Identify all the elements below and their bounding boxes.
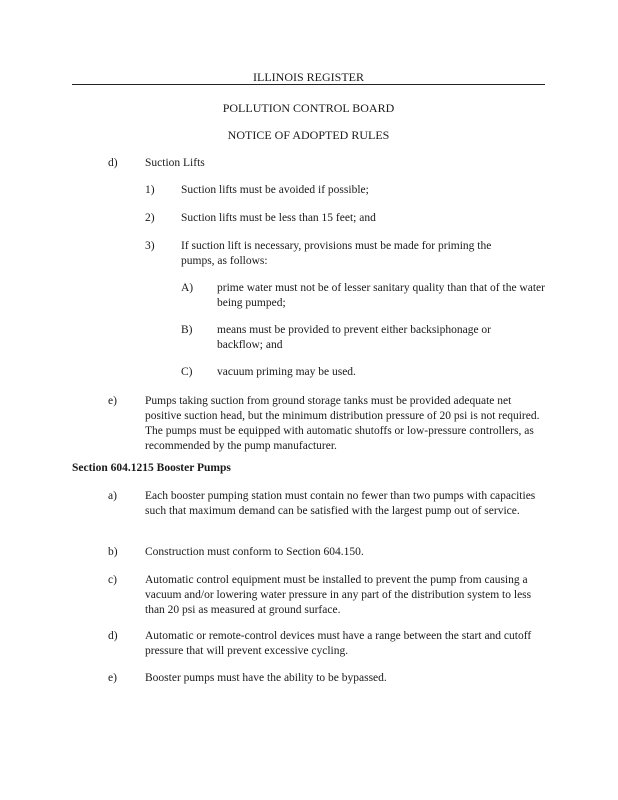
board-title: POLLUTION CONTROL BOARD: [222, 101, 395, 115]
priming-item-label: A): [181, 282, 194, 294]
booster-item-text: Each booster pumping station must contain no fewer than two pumps with capacities such that maximum demand can be satisfied with the largest pump out of service.: [145, 490, 536, 517]
suction-item-text: Suction lifts must be less than 15 feet; and: [181, 212, 376, 224]
booster-item-text: Construction must conform to Section 604.150.: [145, 546, 364, 558]
priming-item-text: vacuum priming may be used.: [217, 366, 356, 378]
priming-item-text: prime water must not be of lesser sanitary quality than that of the water being pumped;: [217, 282, 545, 309]
section-heading: Section 604.1215 Booster Pumps: [72, 462, 231, 474]
suction-item-text: If suction lift is necessary, provisions must be made for priming the pumps, as follows:: [181, 240, 492, 267]
booster-item-label: a): [108, 490, 117, 502]
header-rule: [72, 84, 545, 85]
booster-item-label: c): [108, 574, 117, 586]
item-d-label: d): [108, 157, 118, 169]
booster-item-text: Booster pumps must have the ability to be bypassed.: [145, 672, 387, 684]
booster-item-text: Automatic or remote-control devices must have a range between the start and cutoff pressure that will prevent excessive cycling.: [145, 630, 532, 657]
suction-item-label: 3): [145, 240, 155, 252]
register-title: ILLINOIS REGISTER: [253, 70, 364, 84]
notice-title: NOTICE OF ADOPTED RULES: [227, 128, 390, 142]
suction-item-text: Suction lifts must be avoided if possible;: [181, 184, 369, 196]
item-e-label: e): [108, 395, 117, 407]
item-d-title: Suction Lifts: [145, 157, 205, 169]
priming-item-label: B): [181, 324, 193, 336]
booster-item-label: e): [108, 672, 117, 684]
booster-item-label: d): [108, 630, 118, 642]
booster-item-text: Automatic control equipment must be installed to prevent the pump from causing a vacuum and/or lowering water pressure in any part of the distribution system to less than 20 psi as measured at ground surface.: [145, 574, 532, 616]
priming-item-label: C): [181, 366, 193, 378]
booster-item-label: b): [108, 546, 118, 558]
priming-item-text: means must be provided to prevent either backsiphonage or backflow; and: [217, 324, 492, 351]
item-e-text: Pumps taking suction from ground storage tanks must be provided adequate net positive suction head, but the minimum distribution pressure of 20 psi is not required. The pumps must be equipped with automatic shutoffs or low-pressure controllers, as recommended by the pump manufacturer.: [145, 395, 540, 452]
suction-item-label: 2): [145, 212, 155, 224]
suction-item-label: 1): [145, 184, 155, 196]
